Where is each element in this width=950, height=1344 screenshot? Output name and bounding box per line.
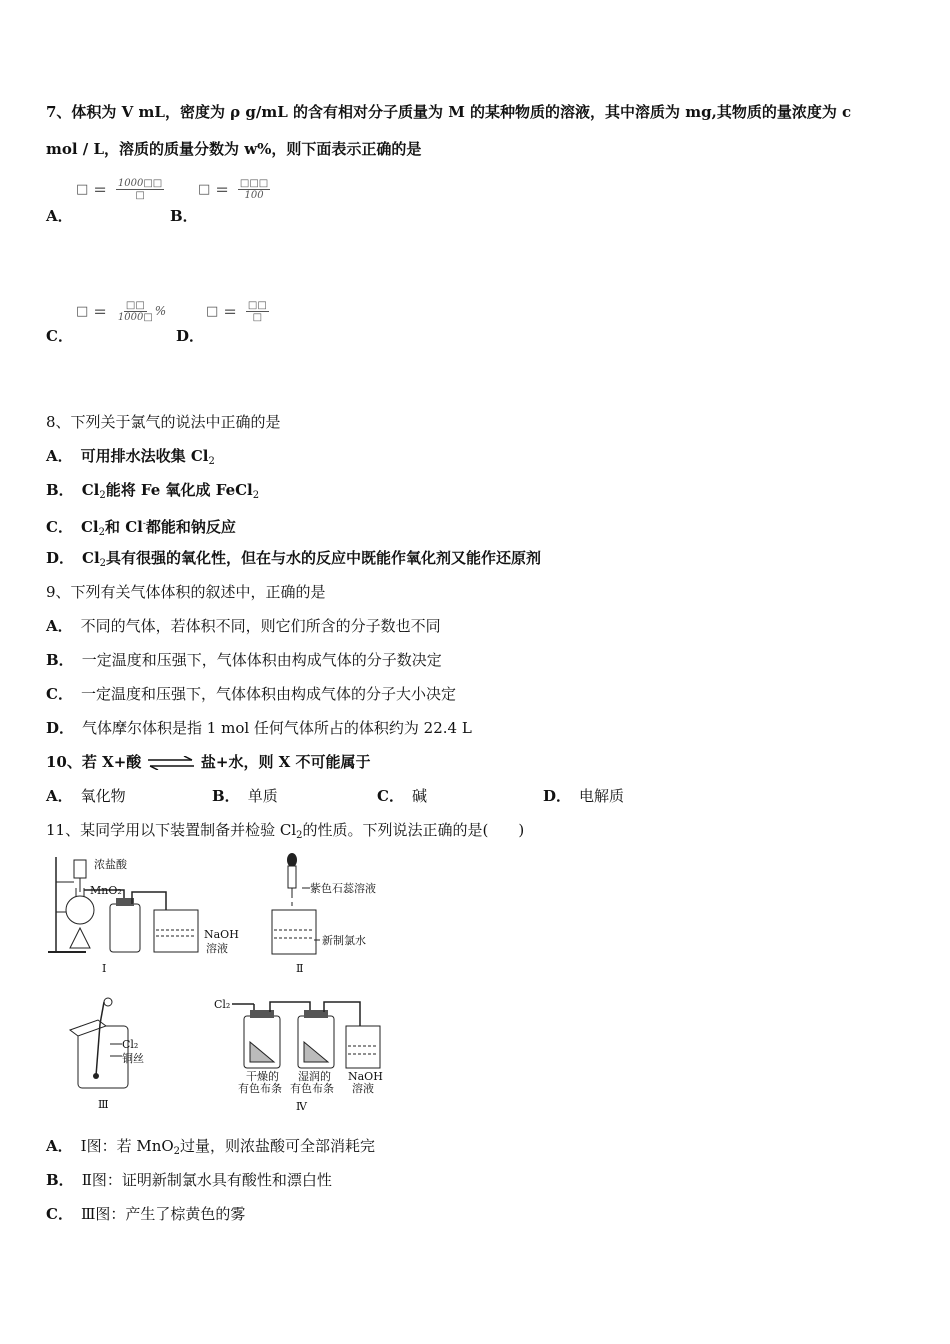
figure2-label-chlorine-water: 新制氯水 [322, 934, 366, 947]
figure4-label-dry: 干燥的 [246, 1070, 279, 1083]
figure1-label-acid: 浓盐酸 [94, 858, 127, 871]
apparatus-figure-1 [46, 852, 246, 982]
figure1-caption: Ⅰ [102, 962, 107, 975]
q10-option-c: C． 碱 [377, 787, 427, 805]
q11-option-c: C． Ⅲ图：产生了棕黄色的雾 [46, 1205, 246, 1223]
q11-option-b: B． Ⅱ图：证明新制氯水具有酸性和漂白性 [46, 1171, 332, 1189]
figure2-caption: Ⅱ [296, 962, 304, 975]
option-label: C． [46, 327, 73, 345]
option-label: A． [46, 207, 73, 225]
figure1-label-solution: 溶液 [206, 942, 228, 955]
figure1-label-mno2: MnO₂ [90, 884, 122, 897]
q9-stem: 9、下列有关气体体积的叙述中，正确的是 [46, 583, 326, 601]
q9-option-c: C． 一定温度和压强下，气体体积由构成气体的分子大小决定 [46, 685, 456, 703]
figure3-label-cl2: Cl₂ [122, 1038, 139, 1051]
figure3-label-copper: 铜丝 [122, 1052, 144, 1065]
q8-option-a: A． 可用排水法收集 $Cl_2$ [46, 447, 215, 467]
figure2-label-litmus: 紫色石蕊溶液 [310, 882, 376, 895]
option-label: D． [176, 327, 205, 345]
apparatus-figure-3 [66, 996, 166, 1116]
q7-option-d [176, 326, 212, 346]
q10-option-d: D． 电解质 [543, 787, 625, 805]
q8-option-c: C． $Cl_2$和 Cl-都能和钠反应 [46, 518, 236, 538]
q11-stem: 11、某同学用以下装置制备并检验 $Cl_2$的性质。下列说法正确的是( ) [46, 821, 525, 841]
q8-option-d: D． $Cl_2$具有很强的氧化性，但在与水的反应中既能作氧化剂又能作还原剂 [46, 549, 542, 569]
q9-option-d: D． 气体摩尔体积是指 1 mol 任何气体所占的体积约为 22.4 L [46, 719, 472, 737]
apparatus-figure-2 [266, 852, 396, 982]
figure4-label-cl2: Cl₂ [214, 998, 231, 1011]
figure1-label-naoh: NaOH [204, 928, 239, 941]
apparatus-figure-4 [214, 996, 394, 1116]
figure3-caption: Ⅲ [98, 1098, 109, 1111]
q7-formula-a: □ = $\frac{1000□□}{□}$ [76, 178, 163, 201]
q8-stem: 8、下列关于氯气的说法中正确的是 [46, 413, 281, 431]
figure4-label-naoh: NaOH [348, 1070, 383, 1083]
q9-option-a: A． 不同的气体，若体积不同，则它们所含的分子数也不同 [46, 617, 441, 635]
q7-stem-line1: 7、体积为 V mL，密度为 ρ g/mL 的含有相对分子质量为 M 的某种物质的溶液，其中溶质为 mg,其物质的量浓度为 c [46, 103, 852, 121]
q7-option-a [46, 206, 81, 226]
equilibrium-arrow-icon [146, 756, 196, 770]
q7-option-b [170, 206, 206, 226]
q10-option-b: B． 单质 [212, 787, 278, 805]
figure4-label-solution: 溶液 [352, 1082, 374, 1095]
option-label: B． [170, 207, 198, 225]
figure4-caption: Ⅳ [296, 1100, 307, 1113]
q7-option-c [46, 326, 81, 346]
figure4-label-wet: 湿润的 [298, 1070, 331, 1083]
q10-stem: 10、若 X+酸 盐+水，则 X 不可能属于 [46, 753, 371, 771]
q10-option-a: A． 氧化物 [46, 787, 126, 805]
q7-formula-d: □ = $\frac{□□}{□}$ [206, 300, 267, 323]
figure4-label-cloth1: 有色布条 [238, 1082, 282, 1095]
q7-formula-b: □ = $\frac{□□□}{100}$ [198, 178, 269, 201]
q7-stem-line2: mol / L，溶质的质量分数为 w%，则下面表示正确的是 [46, 140, 422, 158]
q8-option-b: B． $Cl_2$能将 Fe 氧化成 FeCl$_2$ [46, 481, 260, 501]
q9-option-b: B． 一定温度和压强下，气体体积由构成气体的分子数决定 [46, 651, 442, 669]
q7-formula-c: □ = $\frac{□□}{1000□}$ % [76, 300, 167, 323]
q11-option-a: A． Ⅰ图：若 MnO$_2$过量，则浓盐酸可全部消耗完 [46, 1137, 376, 1157]
figure4-label-cloth2: 有色布条 [290, 1082, 334, 1095]
